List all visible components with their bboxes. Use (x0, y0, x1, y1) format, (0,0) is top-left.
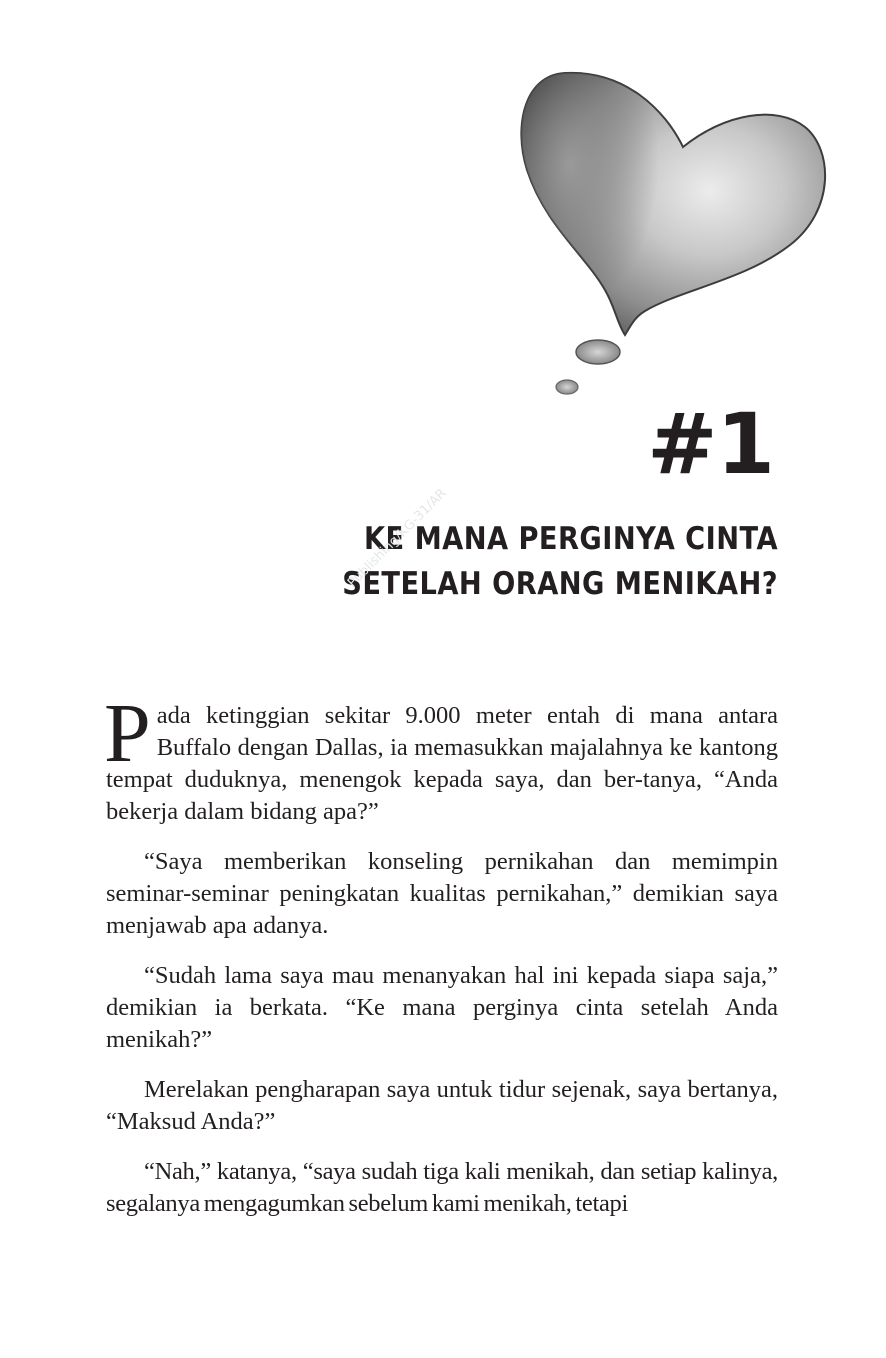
body-text (104, 687, 778, 1238)
chapter-title-line-1: KE MANA PERGINYA CINTA (363, 521, 778, 557)
paragraph-1 (104, 687, 778, 828)
watermark: Publishing/KG-31/AR (345, 485, 450, 591)
heart-illustration (505, 55, 840, 405)
paragraph-4: Merelakan pengharapan saya untuk tidur sejenak, saya bertanya, “Maksud Anda?” (106, 1076, 778, 1135)
paragraph-1-text: ada ketinggian sekitar 9.000 meter entah di mana antara Buffalo dengan Dallas, ia memasukkan majalahnya ke kantong tempat duduknya, menengok kepada saya, dan ber-tanya, “Anda bekerja dalam bidang apa?” (106, 702, 778, 825)
watercolor-heart-thought-bubble-icon (505, 55, 840, 405)
paragraph-2: “Saya memberikan konseling pernikahan dan memimpin seminar-seminar peningkatan kualitas pernikahan,” demikian saya menjawab apa adanya. (106, 848, 778, 939)
paragraph-3: “Sudah lama saya mau menanyakan hal ini kepada siapa saja,” demikian ia berkata. “Ke mana perginya cinta setelah Anda menikah?” (106, 962, 778, 1053)
chapter-number: #1 (647, 395, 774, 493)
chapter-title-line-2: SETELAH ORANG MENIKAH? (342, 566, 778, 602)
paragraph-5: “Nah,” katanya, “saya sudah tiga kali menikah, dan setiap kalinya, segalanya mengagumkan sebelum kami menikah, tetapi (106, 1158, 778, 1217)
chapter-title (285, 517, 778, 607)
drop-cap: P (104, 687, 151, 780)
